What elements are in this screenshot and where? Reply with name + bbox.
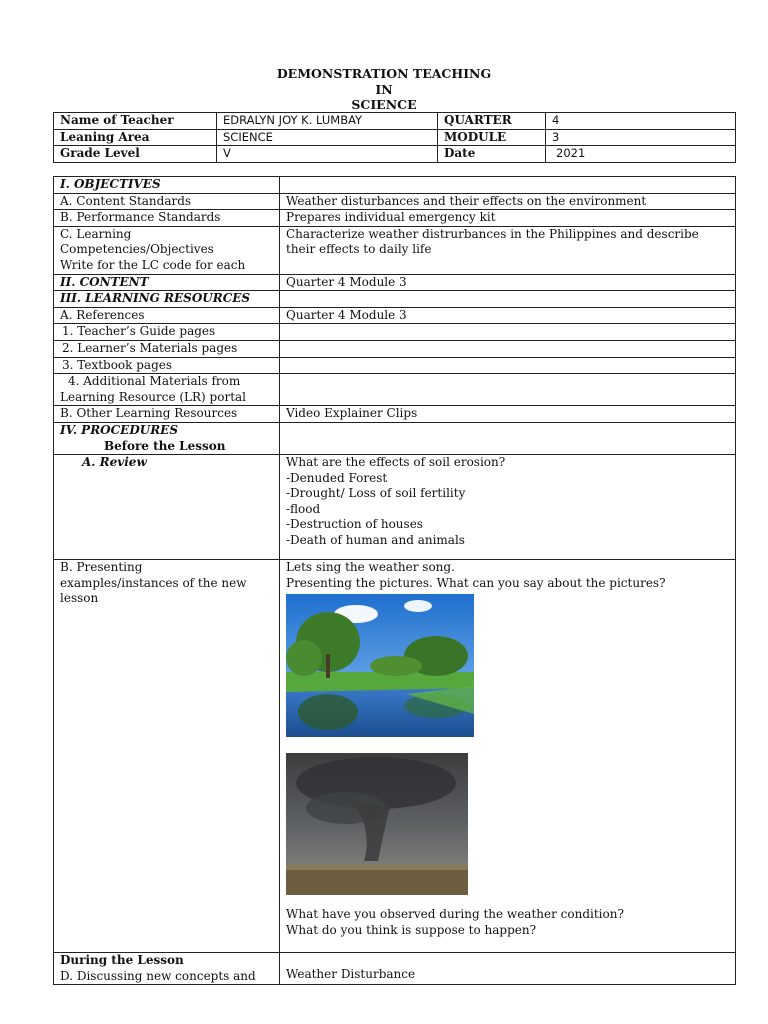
review-content (280, 455, 736, 560)
discussing-label: D. Discussing new concepts and (60, 968, 256, 983)
review-question: What are the effects of soil erosion? (286, 455, 506, 470)
document-title (0, 66, 768, 113)
procedures-empty (280, 422, 736, 454)
review-item: -Denuded Forest (286, 470, 388, 485)
learning-resources-empty (280, 291, 736, 308)
learning-competencies-value: Characterize weather distrurbances in the Philippines and describe their effects to daily life (280, 226, 736, 274)
lesson-plan-table (53, 176, 736, 985)
content-value: Quarter 4 Module 3 (280, 274, 736, 291)
presenting-label-line-2: examples/instances of the new (60, 575, 247, 590)
during-lesson-cell (54, 953, 280, 985)
grade-value: V (217, 146, 438, 163)
content-standards-value: Weather disturbances and their effects on the environment (280, 193, 736, 210)
storm-photo (286, 753, 468, 895)
teachers-guide-value (280, 324, 736, 341)
presenting-question-1: What have you observed during the weather condition? (286, 907, 624, 922)
content-heading: II. CONTENT (54, 274, 280, 291)
review-item: -Death of human and animals (286, 533, 465, 548)
teachers-guide-label: 1. Teacher’s Guide pages (54, 324, 280, 341)
performance-standards-value: Prepares individual emergency kit (280, 210, 736, 227)
learning-competencies-label (54, 226, 280, 274)
title-line-2: IN (375, 81, 393, 97)
area-label: Leaning Area (54, 129, 217, 146)
review-item: -Drought/ Loss of soil fertility (286, 486, 466, 501)
area-value: SCIENCE (217, 129, 438, 146)
review-label-cell (54, 455, 280, 560)
review-item: -flood (286, 501, 321, 516)
procedures-heading-cell (54, 422, 280, 454)
lc-label-line-1: C. Learning (60, 226, 132, 241)
discussing-value: Weather Disturbance (286, 967, 416, 982)
presenting-label-line-3: lesson (60, 591, 99, 606)
review-label: A. Review (82, 455, 147, 470)
learning-resources-heading: III. LEARNING RESOURCES (54, 291, 280, 308)
teacher-label: Name of Teacher (54, 113, 217, 130)
learners-materials-value (280, 340, 736, 357)
presenting-question-2: What do you think is suppose to happen? (286, 922, 537, 937)
date-label: Date (438, 146, 546, 163)
quarter-label: QUARTER (438, 113, 546, 130)
other-resources-label: B. Other Learning Resources (54, 406, 280, 423)
grade-label: Grade Level (54, 146, 217, 163)
additional-line-1: 4. Additional Materials from (68, 374, 241, 389)
content-standards-label: A. Content Standards (54, 193, 280, 210)
references-label: A. References (54, 307, 280, 324)
teacher-value: EDRALYN JOY K. LUMBAY (217, 113, 438, 130)
title-line-3: SCIENCE (351, 97, 417, 112)
module-value: 3 (546, 129, 736, 146)
title-line-1: DEMONSTRATION TEACHING (276, 66, 492, 81)
additional-materials-value (280, 374, 736, 406)
review-item: -Destruction of houses (286, 517, 423, 532)
objectives-heading: I. OBJECTIVES (54, 177, 280, 194)
header-table (53, 112, 736, 163)
other-resources-value: Video Explainer Clips (280, 406, 736, 423)
procedures-heading: IV. PROCEDURES (60, 422, 178, 437)
additional-line-2: Learning Resource (LR) portal (60, 389, 247, 404)
quarter-value: 4 (546, 113, 736, 130)
module-label: MODULE (438, 129, 546, 146)
presenting-label-cell (54, 560, 280, 953)
presenting-text-1: Lets sing the weather song. (286, 560, 455, 575)
lc-label-line-3: Write for the LC code for each (60, 257, 246, 272)
presenting-content (280, 560, 736, 953)
clear-weather-photo (286, 594, 474, 737)
discussing-content (280, 953, 736, 985)
date-value: 2021 (546, 146, 736, 163)
lc-label-line-2: Competencies/Objectives (60, 242, 214, 257)
before-lesson-heading: Before the Lesson (104, 438, 226, 453)
references-value: Quarter 4 Module 3 (280, 307, 736, 324)
objectives-empty (280, 177, 736, 194)
presenting-text-2: Presenting the pictures. What can you say about the pictures? (286, 575, 666, 590)
during-lesson-heading: During the Lesson (60, 953, 184, 968)
textbook-pages-value (280, 357, 736, 374)
learners-materials-label: 2. Learner’s Materials pages (54, 340, 280, 357)
additional-materials-label (54, 374, 280, 406)
presenting-label-line-1: B. Presenting (60, 560, 143, 575)
performance-standards-label: B. Performance Standards (54, 210, 280, 227)
textbook-pages-label: 3. Textbook pages (54, 357, 280, 374)
